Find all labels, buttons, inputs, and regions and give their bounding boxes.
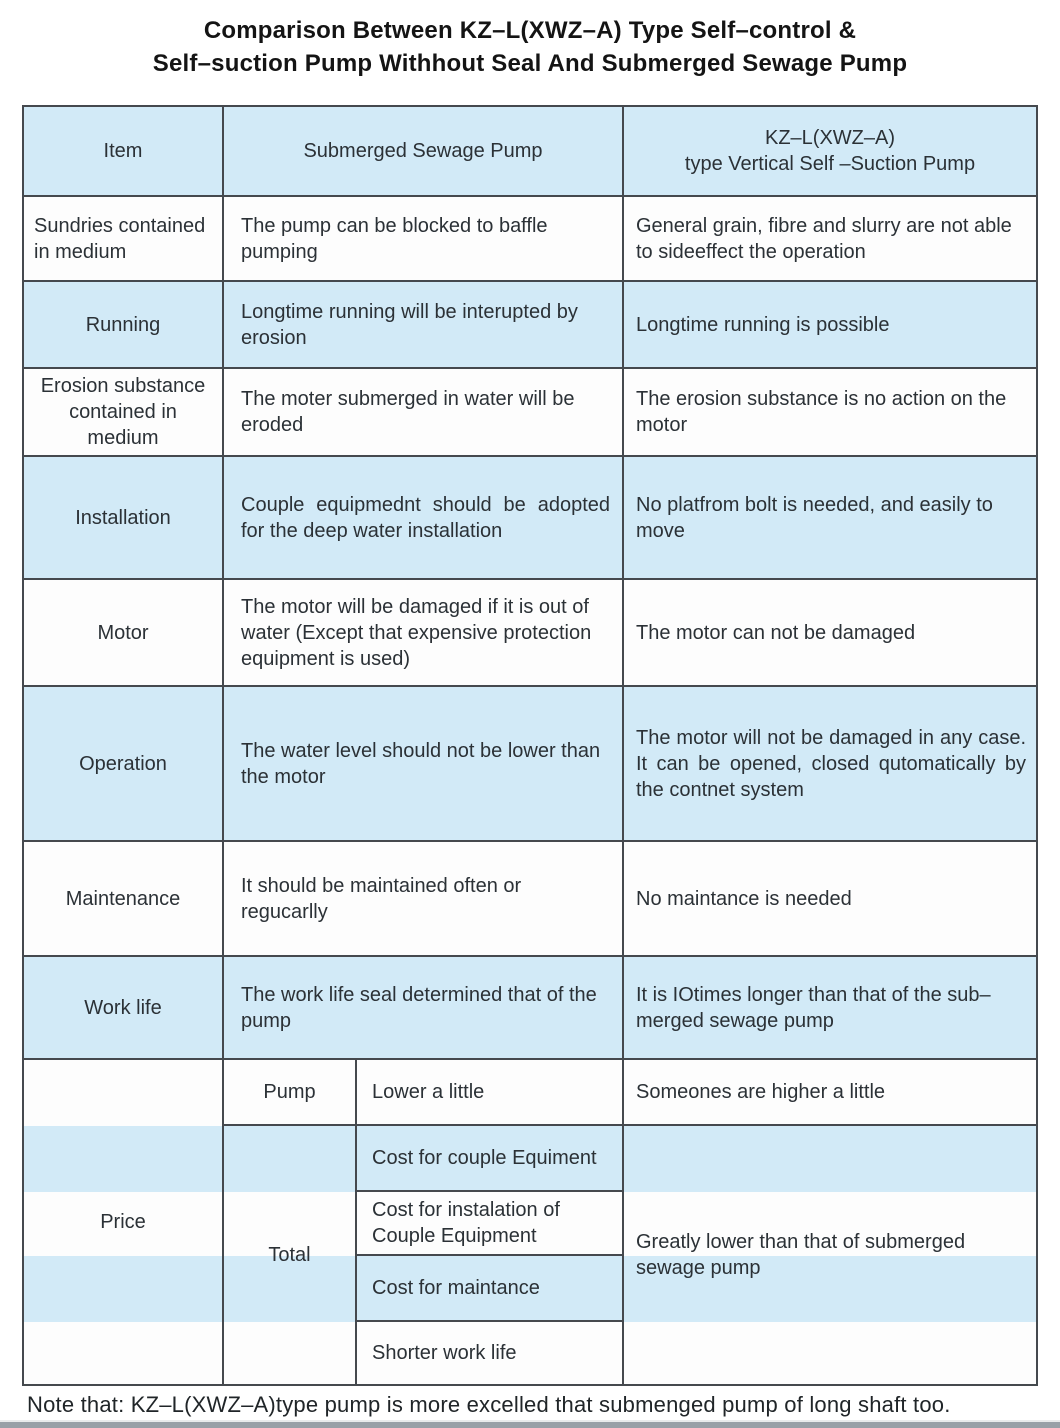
running-submerged-cell: Longtime running will be interupted by erosion bbox=[224, 282, 624, 369]
header-kzl-line-2: type Vertical Self –Suction Pump bbox=[684, 153, 976, 175]
page-title-line-2: Self–suction Pump Withhout Seal And Submerged Sewage Pump bbox=[152, 50, 908, 77]
footnote: Note that: KZ–L(XWZ–A)type pump is more excelled that submenged pump of long shaft too. bbox=[27, 1392, 951, 1417]
item-label-work-life: Work life bbox=[24, 957, 224, 1060]
item-label-price: Price bbox=[24, 1060, 224, 1384]
price-total-kzl-cell: Greatly lower than that of submerged sewage pump bbox=[624, 1126, 1036, 1384]
price-total-label: Total bbox=[224, 1126, 357, 1384]
sundries-submerged-cell: The pump can be blocked to baffle pumping bbox=[224, 197, 624, 282]
operation-kzl-cell: The motor will not be damaged in any case. It can be opened, closed qutomatically by the contnet system bbox=[624, 687, 1036, 842]
work-life-kzl-cell: It is IOtimes longer than that of the sub–merged sewage pump bbox=[624, 957, 1036, 1060]
price-pump-label: Pump bbox=[224, 1060, 357, 1126]
motor-submerged-cell: The motor will be damaged if it is out of water (Except that expensive protection equipment is used) bbox=[224, 580, 624, 687]
header-kzl-line-1: KZ–L(XWZ–A) bbox=[764, 127, 896, 149]
motor-kzl-cell: The motor can not be damaged bbox=[624, 580, 1036, 687]
sundries-kzl-cell: General grain, fibre and slurry are not able to sideeffect the operation bbox=[624, 197, 1036, 282]
item-label-erosion: Erosion substance contained in medium bbox=[24, 369, 224, 457]
item-label-sundries: Sundries contained in medium bbox=[24, 197, 224, 282]
item-label-running: Running bbox=[24, 282, 224, 369]
item-label-maintenance: Maintenance bbox=[24, 842, 224, 957]
item-label-installation: Installation bbox=[24, 457, 224, 580]
work-life-submerged-cell: The work life seal determined that of the pump bbox=[224, 957, 624, 1060]
header-cell-item: Item bbox=[24, 107, 224, 197]
page-title bbox=[0, 14, 1060, 80]
erosion-kzl-cell: The erosion substance is no action on the motor bbox=[624, 369, 1036, 457]
bottom-bar bbox=[0, 1420, 1060, 1428]
price-total-item-shorter-work-life: Shorter work life bbox=[357, 1322, 624, 1384]
price-total-item-maintenance-cost: Cost for maintance bbox=[357, 1256, 624, 1322]
price-total-item-couple-equipment: Cost for couple Equiment bbox=[357, 1126, 624, 1192]
running-kzl-cell: Longtime running is possible bbox=[624, 282, 1036, 369]
maintenance-kzl-cell: No maintance is needed bbox=[624, 842, 1036, 957]
maintenance-submerged-cell: It should be maintained often or regucarlly bbox=[224, 842, 624, 957]
price-pump-kzl-cell: Someones are higher a little bbox=[624, 1060, 1036, 1126]
page-title-line-1: Comparison Between KZ–L(XWZ–A) Type Self–control & bbox=[203, 17, 857, 44]
item-label-motor: Motor bbox=[24, 580, 224, 687]
item-label-operation: Operation bbox=[24, 687, 224, 842]
erosion-submerged-cell: The moter submerged in water will be eroded bbox=[224, 369, 624, 457]
installation-submerged-cell: Couple equipmednt should be adopted for the deep water installation bbox=[224, 457, 624, 580]
comparison-table bbox=[22, 105, 1038, 1386]
price-pump-submerged-cell: Lower a little bbox=[357, 1060, 624, 1126]
header-cell-kzl-pump bbox=[624, 107, 1036, 197]
installation-kzl-cell: No platfrom bolt is needed, and easily to move bbox=[624, 457, 1036, 580]
price-total-item-installation-cost: Cost for instalation of Couple Equipment bbox=[357, 1192, 624, 1256]
header-cell-submerged-pump: Submerged Sewage Pump bbox=[224, 107, 624, 197]
operation-submerged-cell: The water level should not be lower than the motor bbox=[224, 687, 624, 842]
